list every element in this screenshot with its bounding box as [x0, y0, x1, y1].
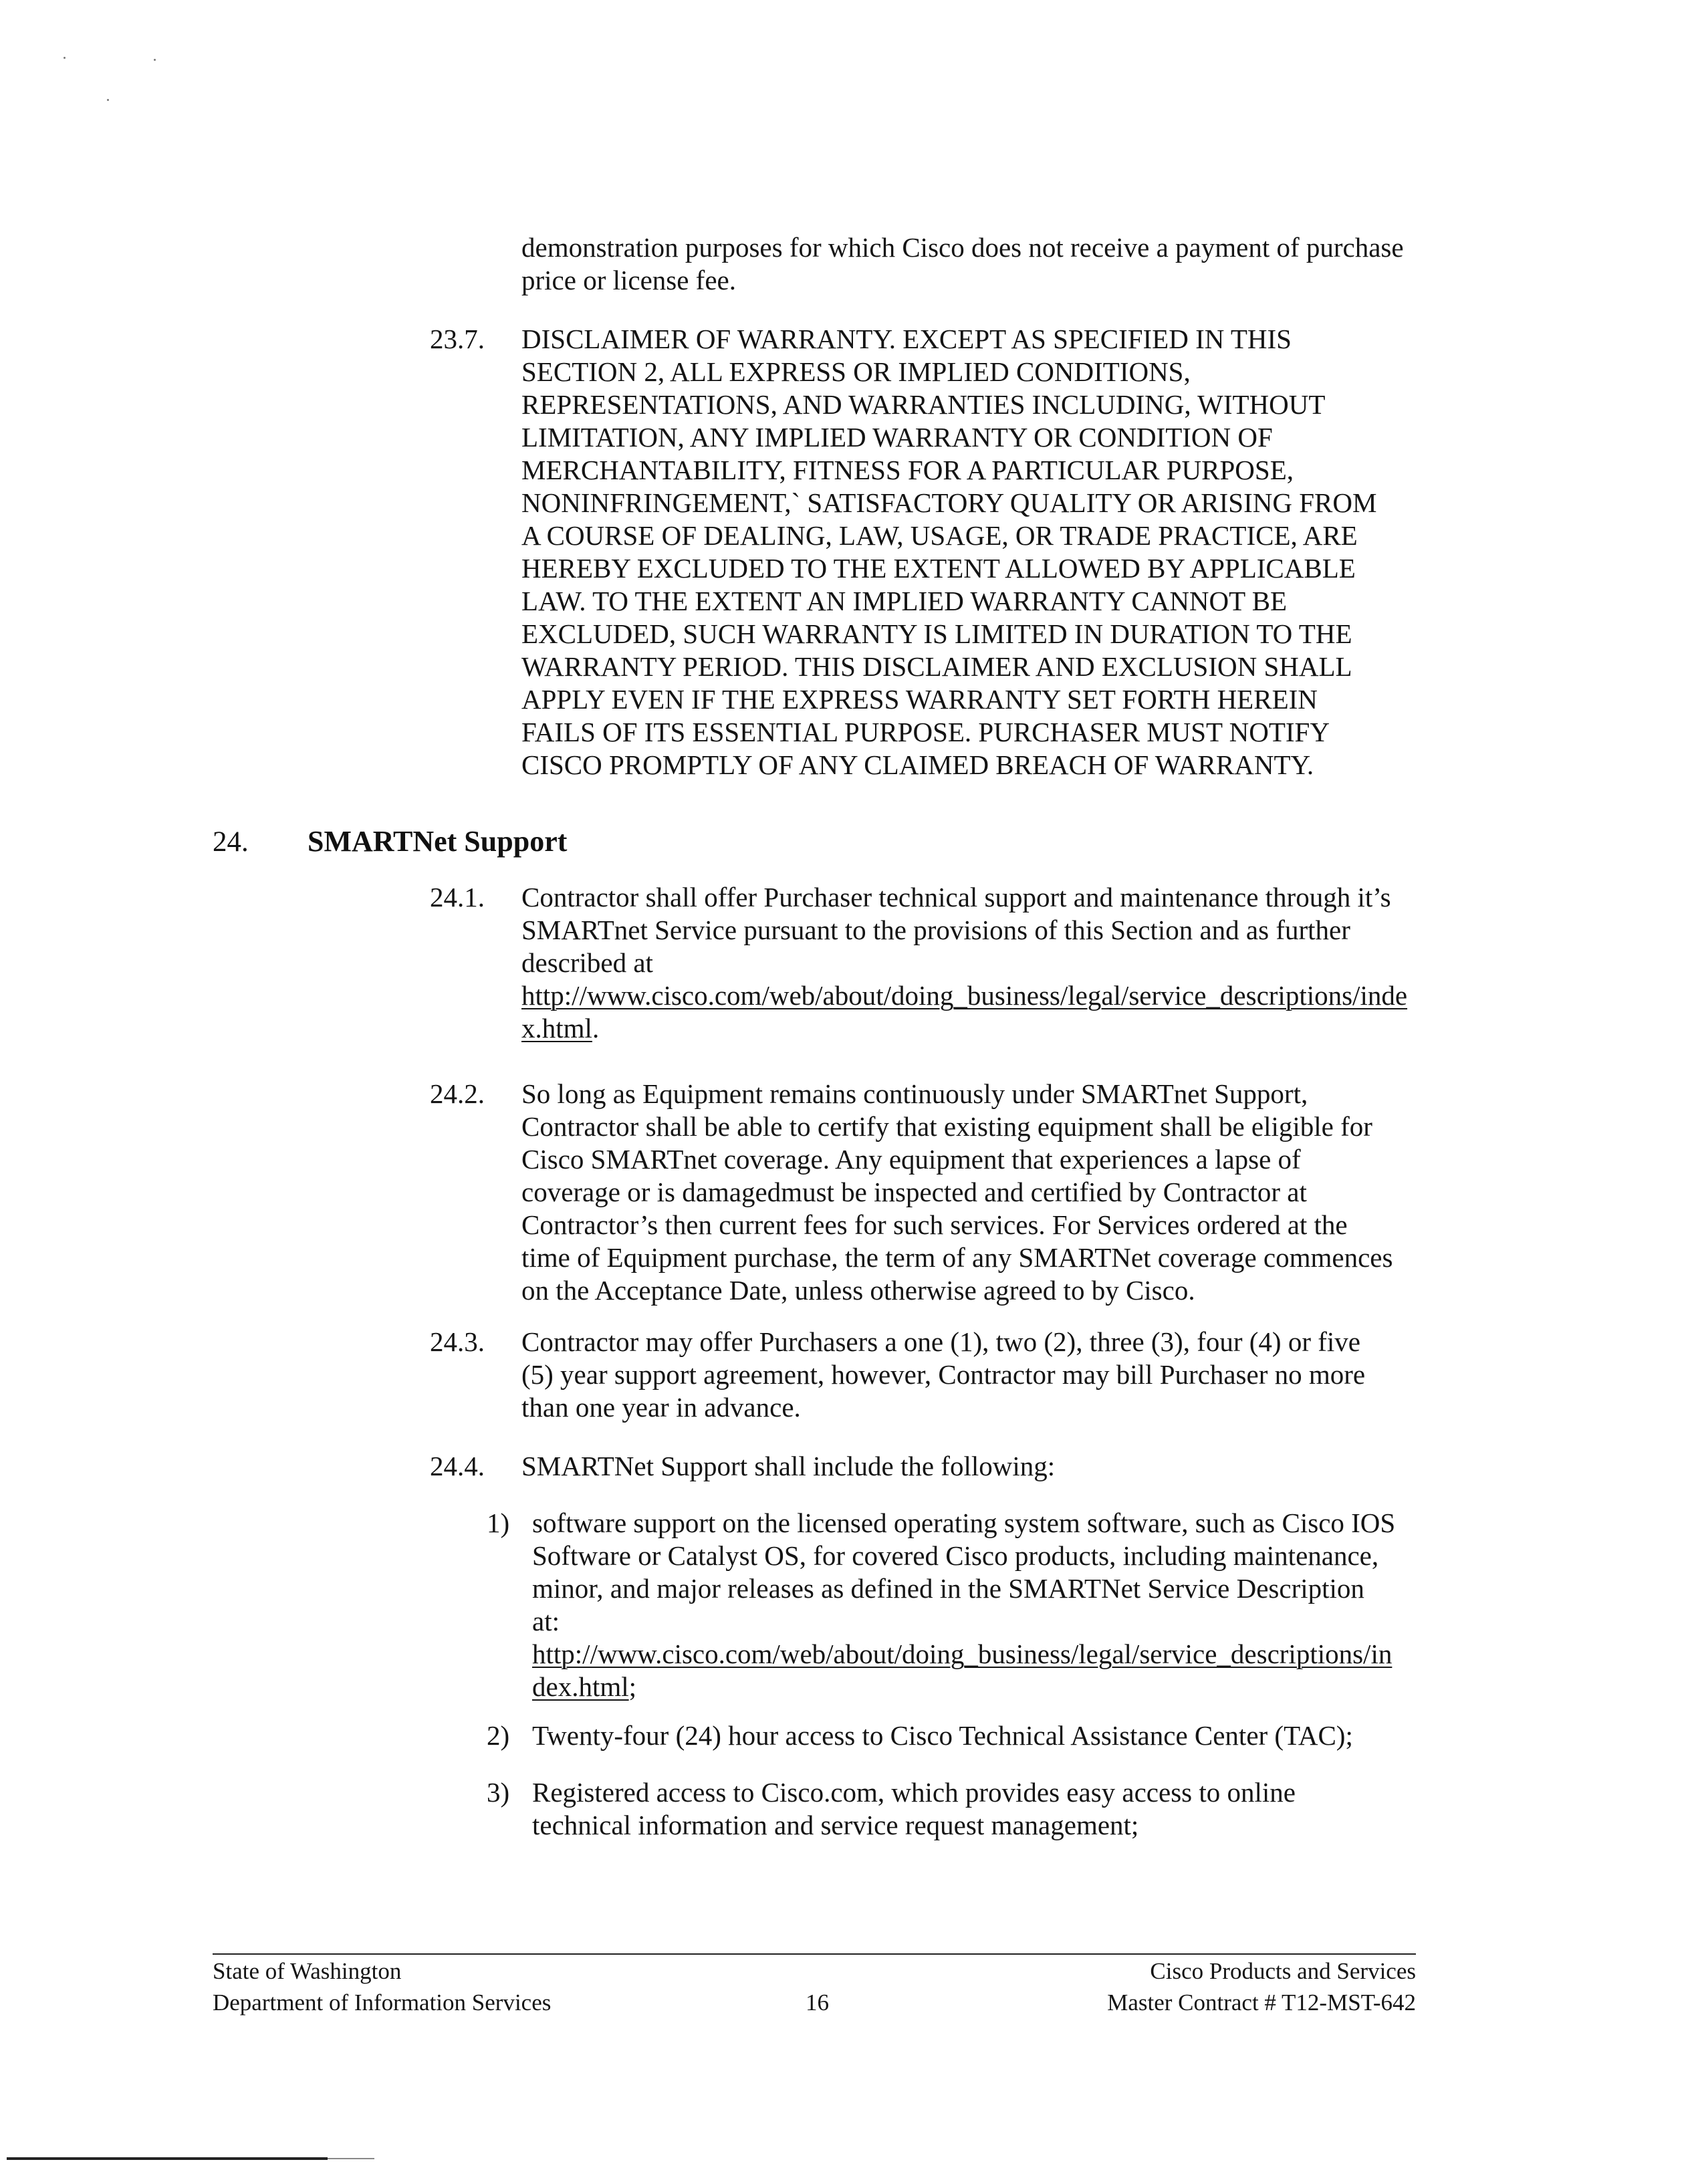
text-line: SMARTnet Service pursuant to the provisions of this Section and as further	[521, 915, 1350, 945]
text-line: REPRESENTATIONS, AND WARRANTIES INCLUDING, WITHOUT	[521, 389, 1326, 420]
scan-speck	[64, 57, 66, 59]
list-marker-1: 1)	[487, 1507, 510, 1538]
scan-speck	[107, 99, 109, 101]
text-line: A COURSE OF DEALING, LAW, USAGE, OR TRADE PRACTICE, ARE	[521, 520, 1358, 551]
text-line: software support on the licensed operating system software, such as Cisco IOS	[532, 1507, 1396, 1538]
text-line: coverage or is damagedmust be inspected and certified by Contractor at	[521, 1177, 1307, 1207]
footer-right	[1030, 1955, 1416, 2018]
service-description-link[interactable]: dex.html	[532, 1671, 629, 1702]
section-number-24-1: 24.1.	[430, 882, 485, 913]
page-number: 16	[806, 1989, 829, 2016]
text-line: DISCLAIMER OF WARRANTY. EXCEPT AS SPECIFIED IN THIS	[521, 324, 1292, 354]
text-line: SMARTNet Support shall include the following:	[521, 1451, 1056, 1481]
text-line: EXCLUDED, SUCH WARRANTY IS LIMITED IN DURATION TO THE	[521, 618, 1352, 649]
section-number-24-2: 24.2.	[430, 1078, 485, 1109]
text-line: Software or Catalyst OS, for covered Cisco products, including maintenance,	[532, 1540, 1379, 1571]
intro-paragraph	[521, 231, 1404, 297]
text-line: (5) year support agreement, however, Contractor may bill Purchaser no more	[521, 1359, 1366, 1390]
service-descriptions-link[interactable]: http://www.cisco.com/web/about/doing_business/legal/service_descriptions/inde	[521, 980, 1408, 1011]
url-line	[521, 1012, 1407, 1045]
punctuation: .	[592, 1013, 600, 1044]
text-line: Contractor shall be able to certify that existing equipment shall be eligible for	[521, 1111, 1372, 1142]
text-line: HEREBY EXCLUDED TO THE EXTENT ALLOWED BY APPLICABLE	[521, 553, 1356, 584]
section-24-4-text	[521, 1450, 1055, 1483]
section-title: SMARTNet Support	[308, 825, 568, 858]
list-marker-2: 2)	[487, 1720, 510, 1751]
punctuation: ;	[628, 1671, 637, 1702]
service-description-link[interactable]: http://www.cisco.com/web/about/doing_business/legal/service_descriptions/in	[532, 1639, 1393, 1669]
section-number-24-3: 24.3.	[430, 1326, 485, 1357]
scan-edge-rule	[328, 2158, 374, 2159]
service-descriptions-link[interactable]: x.html	[521, 1013, 592, 1044]
text-line: LIMITATION, ANY IMPLIED WARRANTY OR CONDITION OF	[521, 422, 1273, 453]
section-24-3-text	[521, 1326, 1365, 1424]
url-line	[532, 1671, 1395, 1703]
list-item	[532, 1719, 1353, 1752]
footer-contract-number: Master Contract # T12-MST-642	[1107, 1989, 1416, 2016]
footer-left	[213, 1955, 551, 2018]
list-marker-3: 3)	[487, 1777, 510, 1808]
text-line: described at	[521, 947, 653, 978]
url-line	[521, 979, 1407, 1012]
section-number-23-7: 23.7.	[430, 324, 485, 354]
section-24-1-text	[521, 881, 1407, 1045]
text-line: SECTION 2, ALL EXPRESS OR IMPLIED CONDITIONS,	[521, 356, 1191, 387]
text-line: APPLY EVEN IF THE EXPRESS WARRANTY SET FORTH HEREIN	[521, 684, 1318, 715]
text-line: technical information and service request management;	[532, 1810, 1139, 1840]
footer-contract-title: Cisco Products and Services	[1150, 1958, 1416, 1984]
text-line: minor, and major releases as defined in the SMARTNet Service Description	[532, 1573, 1364, 1604]
footer-department: Department of Information Services	[213, 1989, 552, 2016]
text-line: on the Acceptance Date, unless otherwise agreed to by Cisco.	[521, 1275, 1195, 1306]
section-24-2-text	[521, 1078, 1393, 1307]
text-line: CISCO PROMPTLY OF ANY CLAIMED BREACH OF WARRANTY.	[521, 749, 1314, 780]
text-line: Contractor’s then current fees for such services. For Services ordered at the	[521, 1209, 1348, 1240]
text-line: LAW. TO THE EXTENT AN IMPLIED WARRANTY CANNOT BE	[521, 586, 1288, 616]
footer-agency: State of Washington	[213, 1958, 402, 1984]
text-line: FAILS OF ITS ESSENTIAL PURPOSE. PURCHASER MUST NOTIFY	[521, 717, 1330, 747]
text-line: NONINFRINGEMENT,` SATISFACTORY QUALITY OR ARISING FROM	[521, 487, 1377, 518]
text-line: Registered access to Cisco.com, which provides easy access to online	[532, 1777, 1296, 1808]
section-number-24-4: 24.4.	[430, 1451, 485, 1481]
text-line: WARRANTY PERIOD. THIS DISCLAIMER AND EXCLUSION SHALL	[521, 651, 1352, 682]
list-item	[532, 1507, 1395, 1703]
section-23-7-text	[521, 323, 1376, 781]
text-line: MERCHANTABILITY, FITNESS FOR A PARTICULAR PURPOSE,	[521, 455, 1294, 485]
text-line: Contractor shall offer Purchaser technical support and maintenance through it’s	[521, 882, 1391, 913]
scan-edge-rule	[7, 2157, 328, 2160]
text-line: price or license fee.	[521, 265, 736, 295]
text-line: So long as Equipment remains continuously under SMARTnet Support,	[521, 1078, 1308, 1109]
text-line: Cisco SMARTnet coverage. Any equipment that experiences a lapse of	[521, 1144, 1301, 1175]
text-line: at:	[532, 1606, 560, 1636]
footer-rule	[213, 1953, 1416, 1955]
scan-speck	[154, 59, 156, 61]
url-line	[532, 1638, 1395, 1671]
list-item	[532, 1776, 1296, 1842]
text-line: time of Equipment purchase, the term of any SMARTNet coverage commences	[521, 1242, 1393, 1273]
text-line: Twenty-four (24) hour access to Cisco Technical Assistance Center (TAC);	[532, 1720, 1353, 1751]
section-number-24: 24.	[213, 826, 249, 858]
text-line: than one year in advance.	[521, 1392, 801, 1423]
text-line: demonstration purposes for which Cisco does not receive a payment of purchase	[521, 232, 1404, 263]
text-line: Contractor may offer Purchasers a one (1), two (2), three (3), four (4) or five	[521, 1326, 1360, 1357]
